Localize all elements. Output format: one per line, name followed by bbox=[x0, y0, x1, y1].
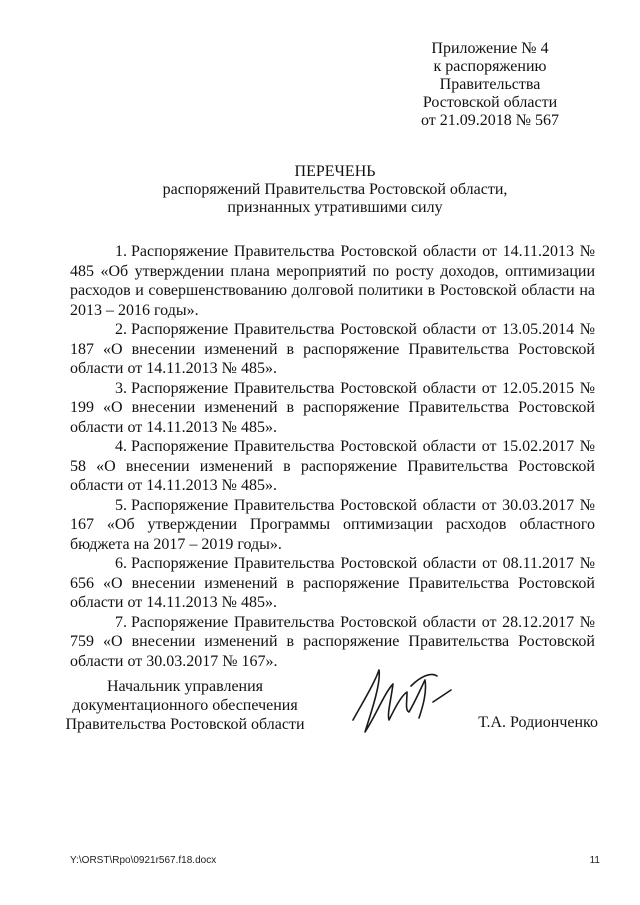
appendix-line-4: Ростовской области bbox=[422, 94, 558, 111]
item-text: Распоряжение Правительства Ростовской области от 28.12.2017 № 759 «О внесении изменений в распоряжение Правительства Ростовской области от 30.03.2017 № 167». bbox=[70, 613, 595, 670]
list-item bbox=[70, 242, 595, 320]
list-item bbox=[70, 320, 595, 379]
appendix-line-2: к распоряжению bbox=[433, 58, 547, 75]
heading-subtitle-1: распоряжений Правительства Ростовской области, bbox=[162, 181, 508, 198]
item-text: Распоряжение Правительства Ростовской области от 08.11.2017 № 656 «О внесении изменений в распоряжение Правительства Ростовской области от 14.11.2013 № 485». bbox=[70, 555, 595, 611]
item-number: 3. bbox=[115, 379, 127, 397]
list-item bbox=[70, 554, 595, 613]
appendix-line-5: от 21.09.2018 № 567 bbox=[420, 112, 560, 129]
item-text: Распоряжение Правительства Ростовской области от 14.11.2013 № 485 «Об утверждении плана мероприятий по росту доходов, оптимизации расходов и совершенствованию долговой политики в Ростовской области на 2013 – 2016 годы». bbox=[70, 243, 595, 319]
heading-subtitle-2: признанных утратившими силу bbox=[227, 199, 443, 216]
signatory-title-line-1: Начальник управления bbox=[106, 678, 264, 695]
item-number: 2. bbox=[115, 321, 127, 338]
repealed-orders-list bbox=[70, 242, 595, 671]
file-path: Y:\ORST\Rpo\0921r567.f18.docx bbox=[70, 855, 217, 866]
signatory-name: Т.А. Родионченко bbox=[478, 714, 598, 731]
signatory-title bbox=[60, 677, 310, 734]
document-heading bbox=[60, 163, 610, 217]
appendix-line-1: Приложение № 4 bbox=[431, 40, 549, 57]
signatory-title-line-3: Правительства Ростовской области bbox=[65, 716, 305, 733]
handwritten-signature bbox=[345, 662, 455, 742]
item-text: Распоряжение Правительства Ростовской области от 13.05.2014 № 187 «О внесении изменений в распоряжение Правительства Ростовской области от 14.11.2013 № 485». bbox=[70, 321, 595, 377]
item-number: 5. bbox=[115, 496, 127, 514]
item-number: 4. bbox=[115, 438, 127, 455]
item-number: 1. bbox=[115, 243, 127, 260]
item-number: 7. bbox=[115, 613, 127, 631]
item-text: Распоряжение Правительства Ростовской области от 12.05.2015 № 199 «О внесении изменений в распоряжение Правительства Ростовской области от 14.11.2013 № 485». bbox=[70, 379, 595, 436]
list-item bbox=[70, 437, 595, 496]
heading-title: ПЕРЕЧЕНЬ bbox=[294, 163, 376, 180]
list-item bbox=[70, 496, 595, 555]
item-number: 6. bbox=[115, 555, 127, 572]
item-text: Распоряжение Правительства Ростовской области от 15.02.2017 № 58 «О внесении изменений в распоряжение Правительства Ростовской области от 14.11.2013 № 485». bbox=[70, 438, 595, 494]
signatory-title-line-2: документационного обеспечения bbox=[72, 697, 298, 714]
page-number: 11 bbox=[589, 855, 600, 866]
appendix-line-3: Правительства bbox=[439, 76, 541, 93]
list-item bbox=[70, 613, 595, 672]
appendix-block bbox=[380, 40, 600, 130]
list-item bbox=[70, 379, 595, 438]
item-text: Распоряжение Правительства Ростовской области от 30.03.2017 № 167 «Об утверждении Программы оптимизации расходов областного бюджета на 2017 – 2019 годы». bbox=[70, 496, 595, 553]
